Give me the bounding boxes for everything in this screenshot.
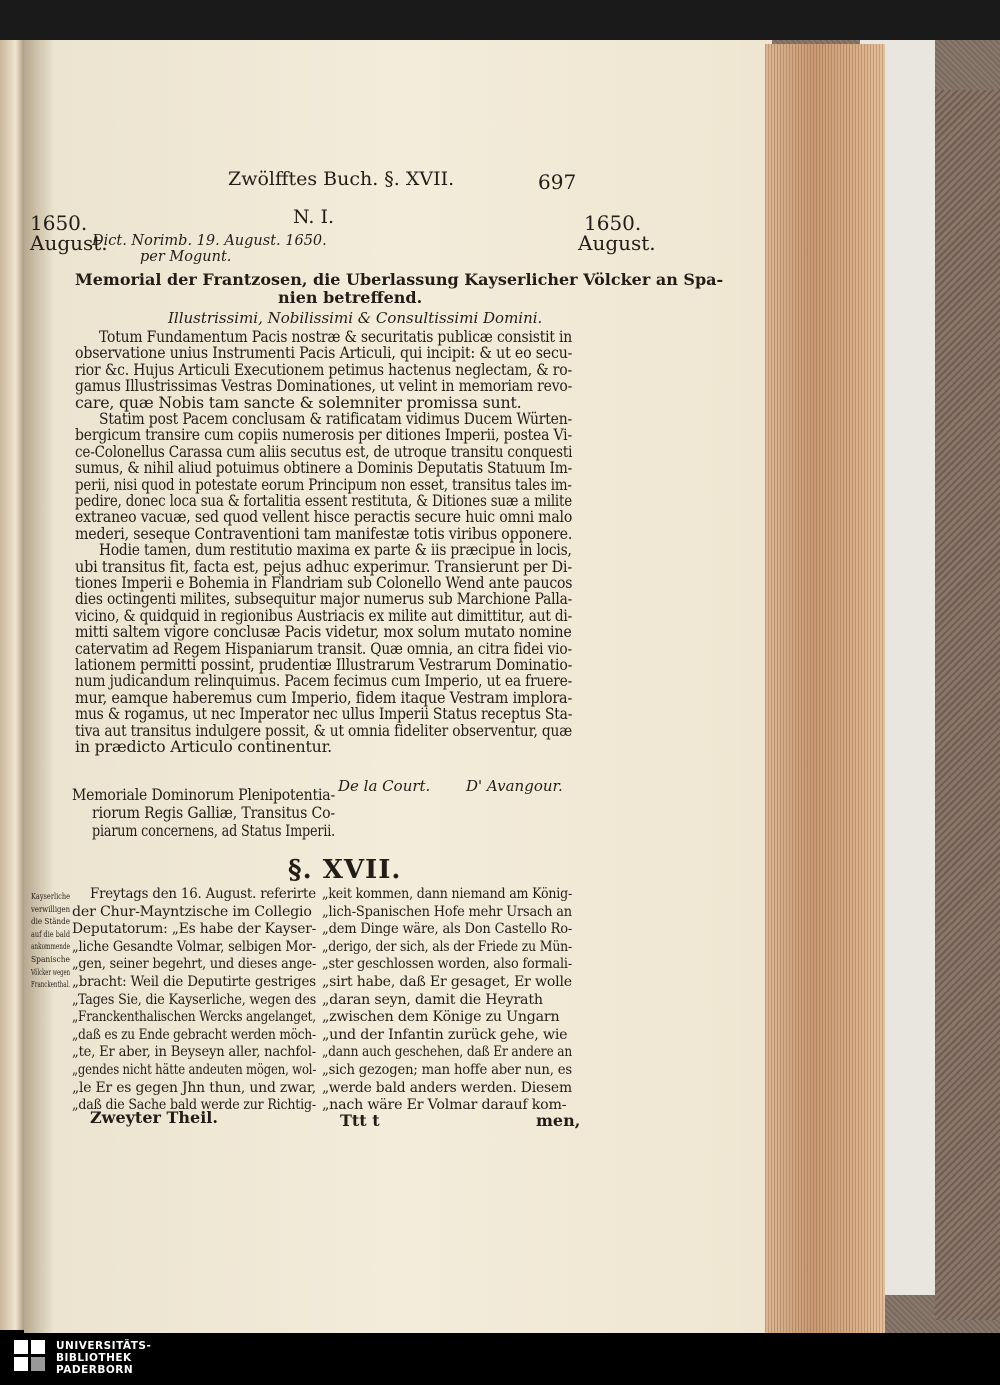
- latin-line: vicino, & quidquid in regionibus Austriacis ex milite aut dimittitur, aut di-: [75, 605, 573, 625]
- binding-board: [935, 90, 1000, 1320]
- latin-line: mitti saltem vigore conclusæ Pacis videtur, mox solum mutato nomine: [75, 622, 572, 642]
- latin-line: dies octingenti milites, subsequitur major numerus sub Marchione Palla-: [75, 589, 573, 609]
- right-column-line: „derigo, der sich, als der Friede zu Mün-: [322, 938, 573, 955]
- right-column-line: „lich-Spanischen Hofe mehr Ursach an: [322, 903, 572, 920]
- year-left: 1650.: [30, 211, 88, 235]
- latin-line: mur, eamque haberemus cum Imperio, fidem itaque Vestram implora-: [75, 687, 573, 707]
- library-line-3: PADERBORN: [56, 1364, 134, 1376]
- salutation: Illustrissimi, Nobilissimi & Consultissimi Domini.: [168, 309, 543, 327]
- library-logo-icon: [14, 1340, 48, 1374]
- left-column-line: „te, Er aber, in Beyseyn aller, nachfol-: [72, 1044, 316, 1061]
- left-column-line: „gendes nicht hätte andeuten mögen, wol-: [72, 1062, 317, 1078]
- left-column-line: „bracht: Weil die Deputirte gestriges: [72, 974, 316, 990]
- side-note-line: verwilligen: [31, 904, 71, 915]
- page-number: 697: [538, 170, 577, 194]
- left-column-line: „Franckenthalischen Wercks angelanget,: [72, 1009, 316, 1026]
- signature-avangour: D' Avangour.: [466, 777, 563, 795]
- latin-line: sumus, & nihil aliud potuimus obtinere a Dominis Deputatis Statuum Im-: [75, 458, 573, 478]
- latin-line: tiones Imperii e Bohemia in Flandriam sub Colonello Wend ante paucos: [75, 573, 573, 592]
- facing-page-edge: [0, 40, 26, 1330]
- dictation-line-2: per Mogunt.: [140, 249, 232, 265]
- left-column-line: „daß die Sache bald werde zur Richtig-: [72, 1097, 316, 1114]
- right-column-line: „daran seyn, damit die Heyrath: [322, 991, 543, 1008]
- memorial-title-2: nien betreffend.: [278, 288, 423, 307]
- right-column-line: „dann auch geschehen, daß Er andere an: [322, 1044, 573, 1061]
- right-column-line: „sirt habe, daß Er gesaget, Er wolle: [322, 974, 572, 990]
- endorsement-line: riorum Regis Galliæ, Transitus Co-: [92, 803, 335, 822]
- latin-line: bergicum transire cum copiis numerosis per ditiones Imperii, postea Vi-: [75, 425, 572, 445]
- latin-line: rior &c. Hujus Articuli Executionem petimus hactenus neglectam, & ro-: [75, 359, 573, 379]
- library-line-1: UNIVERSITÄTS-: [56, 1340, 152, 1352]
- latin-line: tiva aut transitus indulgere possit, & ut omnia fideliter observentur, quæ: [75, 720, 572, 740]
- right-column-line: „sich gezogen; man hoffe aber nun, es: [322, 1062, 572, 1078]
- library-name: [56, 1340, 151, 1376]
- year-right: 1650.: [584, 211, 642, 235]
- endorsement-line: piarum concernens, ad Status Imperii.: [92, 821, 336, 840]
- scanner-background: [0, 0, 1000, 44]
- running-title: Zwölfftes Buch. §. XVII.: [228, 168, 455, 190]
- side-note-line: die Stände: [31, 917, 71, 928]
- signature-mark: Ttt t: [340, 1111, 380, 1130]
- left-column-line: „gen, seiner begehrt, und dieses ange-: [72, 956, 317, 973]
- side-note-line: Franckenthal.: [31, 980, 71, 991]
- latin-line: Hodie tamen, dum restitutio maxima ex parte & iis præcipue in locis,: [99, 540, 572, 560]
- latin-line: observatione unius Instrumenti Pacis Articuli, qui incipit: & ut eo secu-: [75, 343, 573, 363]
- right-column-line: „keit kommen, dann niemand am König-: [322, 886, 573, 902]
- library-line-2: BIBLIOTHEK: [56, 1352, 132, 1364]
- latin-line: extraneo vacuæ, sed quod vellent hisce peractis secure huic omni malo: [75, 507, 573, 527]
- left-column-line: Freytags den 16. August. referirte: [90, 886, 316, 902]
- month-left: August.: [30, 231, 108, 255]
- latin-line: gamus Illustrissimas Vestras Dominationes, ut velint in memoriam revo-: [75, 376, 573, 396]
- latin-line: in prædicto Articulo continentur.: [75, 737, 333, 756]
- side-note-line: ankommende: [31, 942, 71, 953]
- right-column-line: „zwischen dem Könige zu Ungarn: [322, 1009, 560, 1026]
- catchword: men,: [536, 1111, 581, 1130]
- right-column-line: „werde bald anders werden. Diesem: [322, 1079, 572, 1096]
- dictation-line-1: Dict. Norimb. 19. August. 1650.: [92, 233, 327, 249]
- right-column-line: „ster geschlossen worden, also formali-: [322, 956, 572, 973]
- right-column-line: „und der Infantin zurück gehe, wie: [322, 1026, 568, 1043]
- right-column-line: „dem Dinge wäre, als Don Castello Ro-: [322, 921, 573, 938]
- latin-line: ubi transitus fit, facta est, pejus adhuc experimur. Transierunt per Di-: [75, 556, 573, 576]
- left-column-line: Deputatorum: „Es habe der Kayser-: [72, 921, 317, 938]
- signature-de-la-court: De la Court.: [338, 777, 431, 795]
- page-fore-edge: [765, 44, 885, 1334]
- left-column-line: „liche Gesandte Volmar, selbigen Mor-: [72, 938, 317, 955]
- latin-line: catervatim ad Regem Hispaniarum transit. Quæ omnia, an citra fidei vio-: [75, 638, 572, 658]
- latin-line: perii, nisi quod in potestate eorum Principum non esset, transitus tales im-: [75, 474, 572, 494]
- latin-line: pedire, donec loca sua & fortalitia essent restituta, & Ditiones suæ a milite: [75, 491, 572, 510]
- latin-line: mederi, seseque Contraventioni tam manifestæ totis viribus opponere.: [75, 523, 573, 543]
- left-column-line: „Tages Sie, die Kayserliche, wegen des: [72, 991, 317, 1008]
- right-column-line: „nach wäre Er Volmar darauf kom-: [322, 1097, 567, 1114]
- latin-line: Totum Fundamentum Pacis nostræ & securitatis publicæ consistit in: [99, 327, 573, 346]
- side-note-line: Kayserliche: [31, 892, 71, 902]
- month-right: August.: [578, 231, 656, 255]
- latin-line: lationem permitti possint, prudentiæ Illustrarum Vestrarum Dominatio-: [75, 655, 573, 674]
- document-number: N. I.: [293, 206, 335, 228]
- latin-line: ce-Colonellus Carassa cum aliis secutus est, de utroque transitu conquesti: [75, 441, 573, 461]
- latin-line: care, quæ Nobis tam sancte & solemniter promissa sunt.: [75, 392, 522, 412]
- side-note-line: auf die bald: [31, 929, 70, 940]
- latin-line: Statim post Pacem conclusam & ratificatam vidimus Ducem Würten-: [99, 409, 573, 428]
- section-title: §. XVII.: [288, 855, 402, 885]
- side-note-line: Völcker wegen: [31, 967, 71, 978]
- latin-line: num judicandum relinquimus. Pacem fecimus cum Imperio, ut ea fruere-: [75, 671, 573, 691]
- left-column-line: „daß es zu Ende gebracht werden möch-: [72, 1026, 316, 1043]
- memorial-title-1: Memorial der Frantzosen, die Uberlassung Kayserlicher Völcker an Spa-: [75, 270, 724, 289]
- endorsement-line: Memoriale Dominorum Plenipotentia-: [72, 785, 336, 804]
- left-column-line: der Chur-Mayntzische im Collegio: [72, 903, 312, 920]
- side-note-line: Spanische: [31, 955, 70, 965]
- latin-line: mus & rogamus, ut nec Imperator nec ullus Imperii Status receptus Sta-: [75, 704, 573, 724]
- left-column-line: „le Er es gegen Jhn thun, und zwar,: [72, 1079, 317, 1096]
- volume-footer: Zweyter Theil.: [90, 1108, 218, 1127]
